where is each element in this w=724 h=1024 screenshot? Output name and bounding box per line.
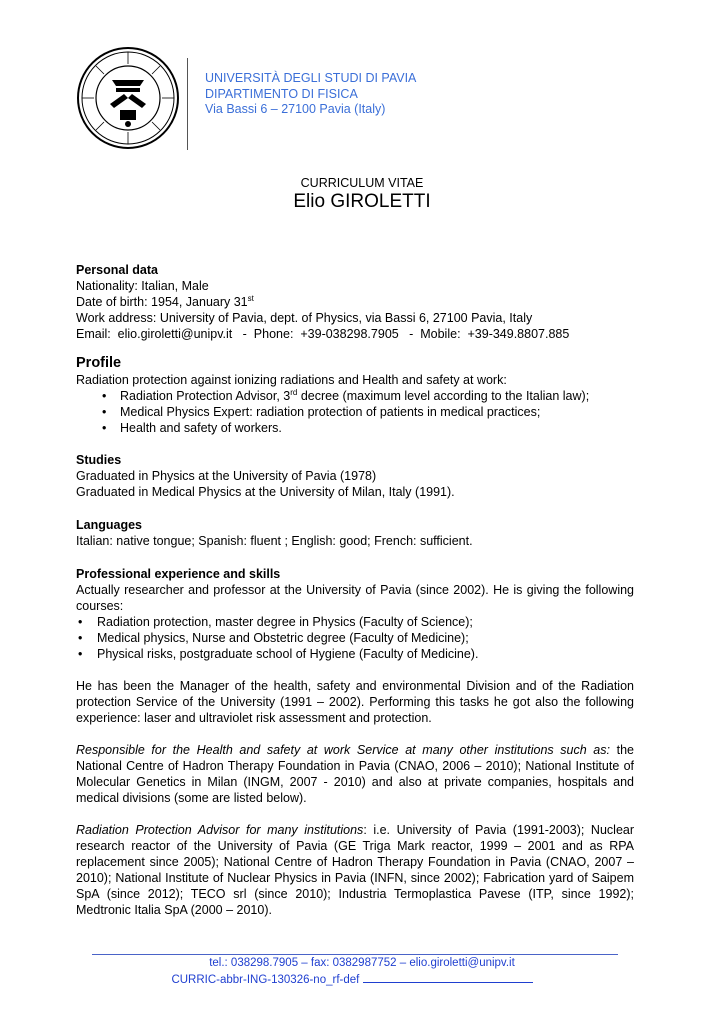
personal-heading: Personal data [76,263,158,277]
list-item: • Health and safety of workers. [76,420,634,436]
institution-block [205,71,416,118]
list-item: • Radiation Protection Advisor, 3rd decree (maximum level according to the Italian law); [76,388,634,404]
contact-line: Email: elio.giroletti@unipv.it - Phone: +39-038298.7905 - Mobile: +39-349.8807.885 [76,327,570,341]
department-name: DIPARTIMENTO DI FISICA [205,86,358,101]
footer-doc-id: CURRIC-abbr-ING-130326-no_rf-def [0,971,714,986]
profile-heading: Profile [76,355,122,371]
person-name: Elio GIROLETTI [293,191,431,212]
footer-divider [92,954,618,955]
footer-contacts: tel.: 038298.7905 – fax: 0382987752 – elio.giroletti@unipv.it [209,957,515,969]
date-of-birth: Date of birth: 1954, January 31st [76,294,254,309]
personal-section [76,262,634,342]
university-name: UNIVERSITÀ DEGLI STUDI DI PAVIA [205,71,417,85]
studies-heading: Studies [76,453,122,467]
work-address: Work address: University of Pavia, dept. of Physics, via Bassi 6, 27100 Pavia, Italy [76,311,533,325]
university-seal [76,46,180,150]
institution-address: Via Bassi 6 – 27100 Pavia (Italy) [205,102,386,116]
list-item: • Physical risks, postgraduate school of Hygiene (Faculty of Medicine). [76,646,634,662]
languages-heading: Languages [76,518,142,532]
list-item: • Radiation protection, master degree in Physics (Faculty of Science); [76,614,634,630]
header-divider [187,58,188,150]
cv-content [76,262,634,918]
courses-list [76,614,634,662]
rpa-paragraph: Radiation Protection Advisor for many institutions: i.e. University of Pavia (1991-2003); Nuclear research reactor of the University of Pavia (GE Triga Mark reactor, 1999 – 2001 and as RPA replacement since 2005); National Centre of Hadron Therapy Foundation in Pavia (CNAO, 2007 – 2010); National Institute of Nuclear Physics in Pavia (INFN, since 2002); Fabrication yard of Saipem SpA (since 2012); TECO srl (since 2010); Industria Termoplastica Pavese (ITP, since 1992); Medtronic Italia SpA (2000 – 2010). [76,823,635,917]
studies-section [76,452,634,500]
experience-intro: Actually researcher and professor at the University of Pavia (since 2002). He is giving the following courses: [76,583,634,613]
list-item: • Medical Physics Expert: radiation protection of patients in medical practices; [76,404,634,420]
experience-heading: Professional experience and skills [76,567,281,581]
profile-intro: Radiation protection against ionizing radiations and Health and safety at work: [76,373,507,387]
languages-line: Italian: native tongue; Spanish: fluent ; English: good; French: sufficient. [76,534,473,548]
studies-line: Graduated in Physics at the University of Pavia (1978) [76,469,377,483]
languages-section [76,517,634,549]
nationality: Nationality: Italian, Male [76,279,209,293]
manager-paragraph: He has been the Manager of the health, safety and environmental Division and of the Radiation protection Service of the University (1991 – 2002). Performing this tasks he got also the following experience: laser and ultraviolet risk assessment and protection. [76,679,634,725]
underline-blank [363,971,533,983]
list-item: • Medical physics, Nurse and Obstetric degree (Faculty of Medicine); [76,630,634,646]
profile-list [76,388,634,436]
profile-section [76,354,634,436]
studies-line: Graduated in Medical Physics at the University of Milan, Italy (1991). [76,485,455,499]
document-label: CURRICULUM VITAE [300,176,424,190]
responsible-paragraph: Responsible for the Health and safety at work Service at many other institutions such as: the National Centre of Hadron Therapy Foundation in Pavia (CNAO, 2006 – 2010); National Institute of Molecular Genetics in Milan (INGM, 2007 - 2010) and also at private companies, hospitals and medical divisions (some are listed below). [76,743,634,805]
experience-section [76,566,634,918]
